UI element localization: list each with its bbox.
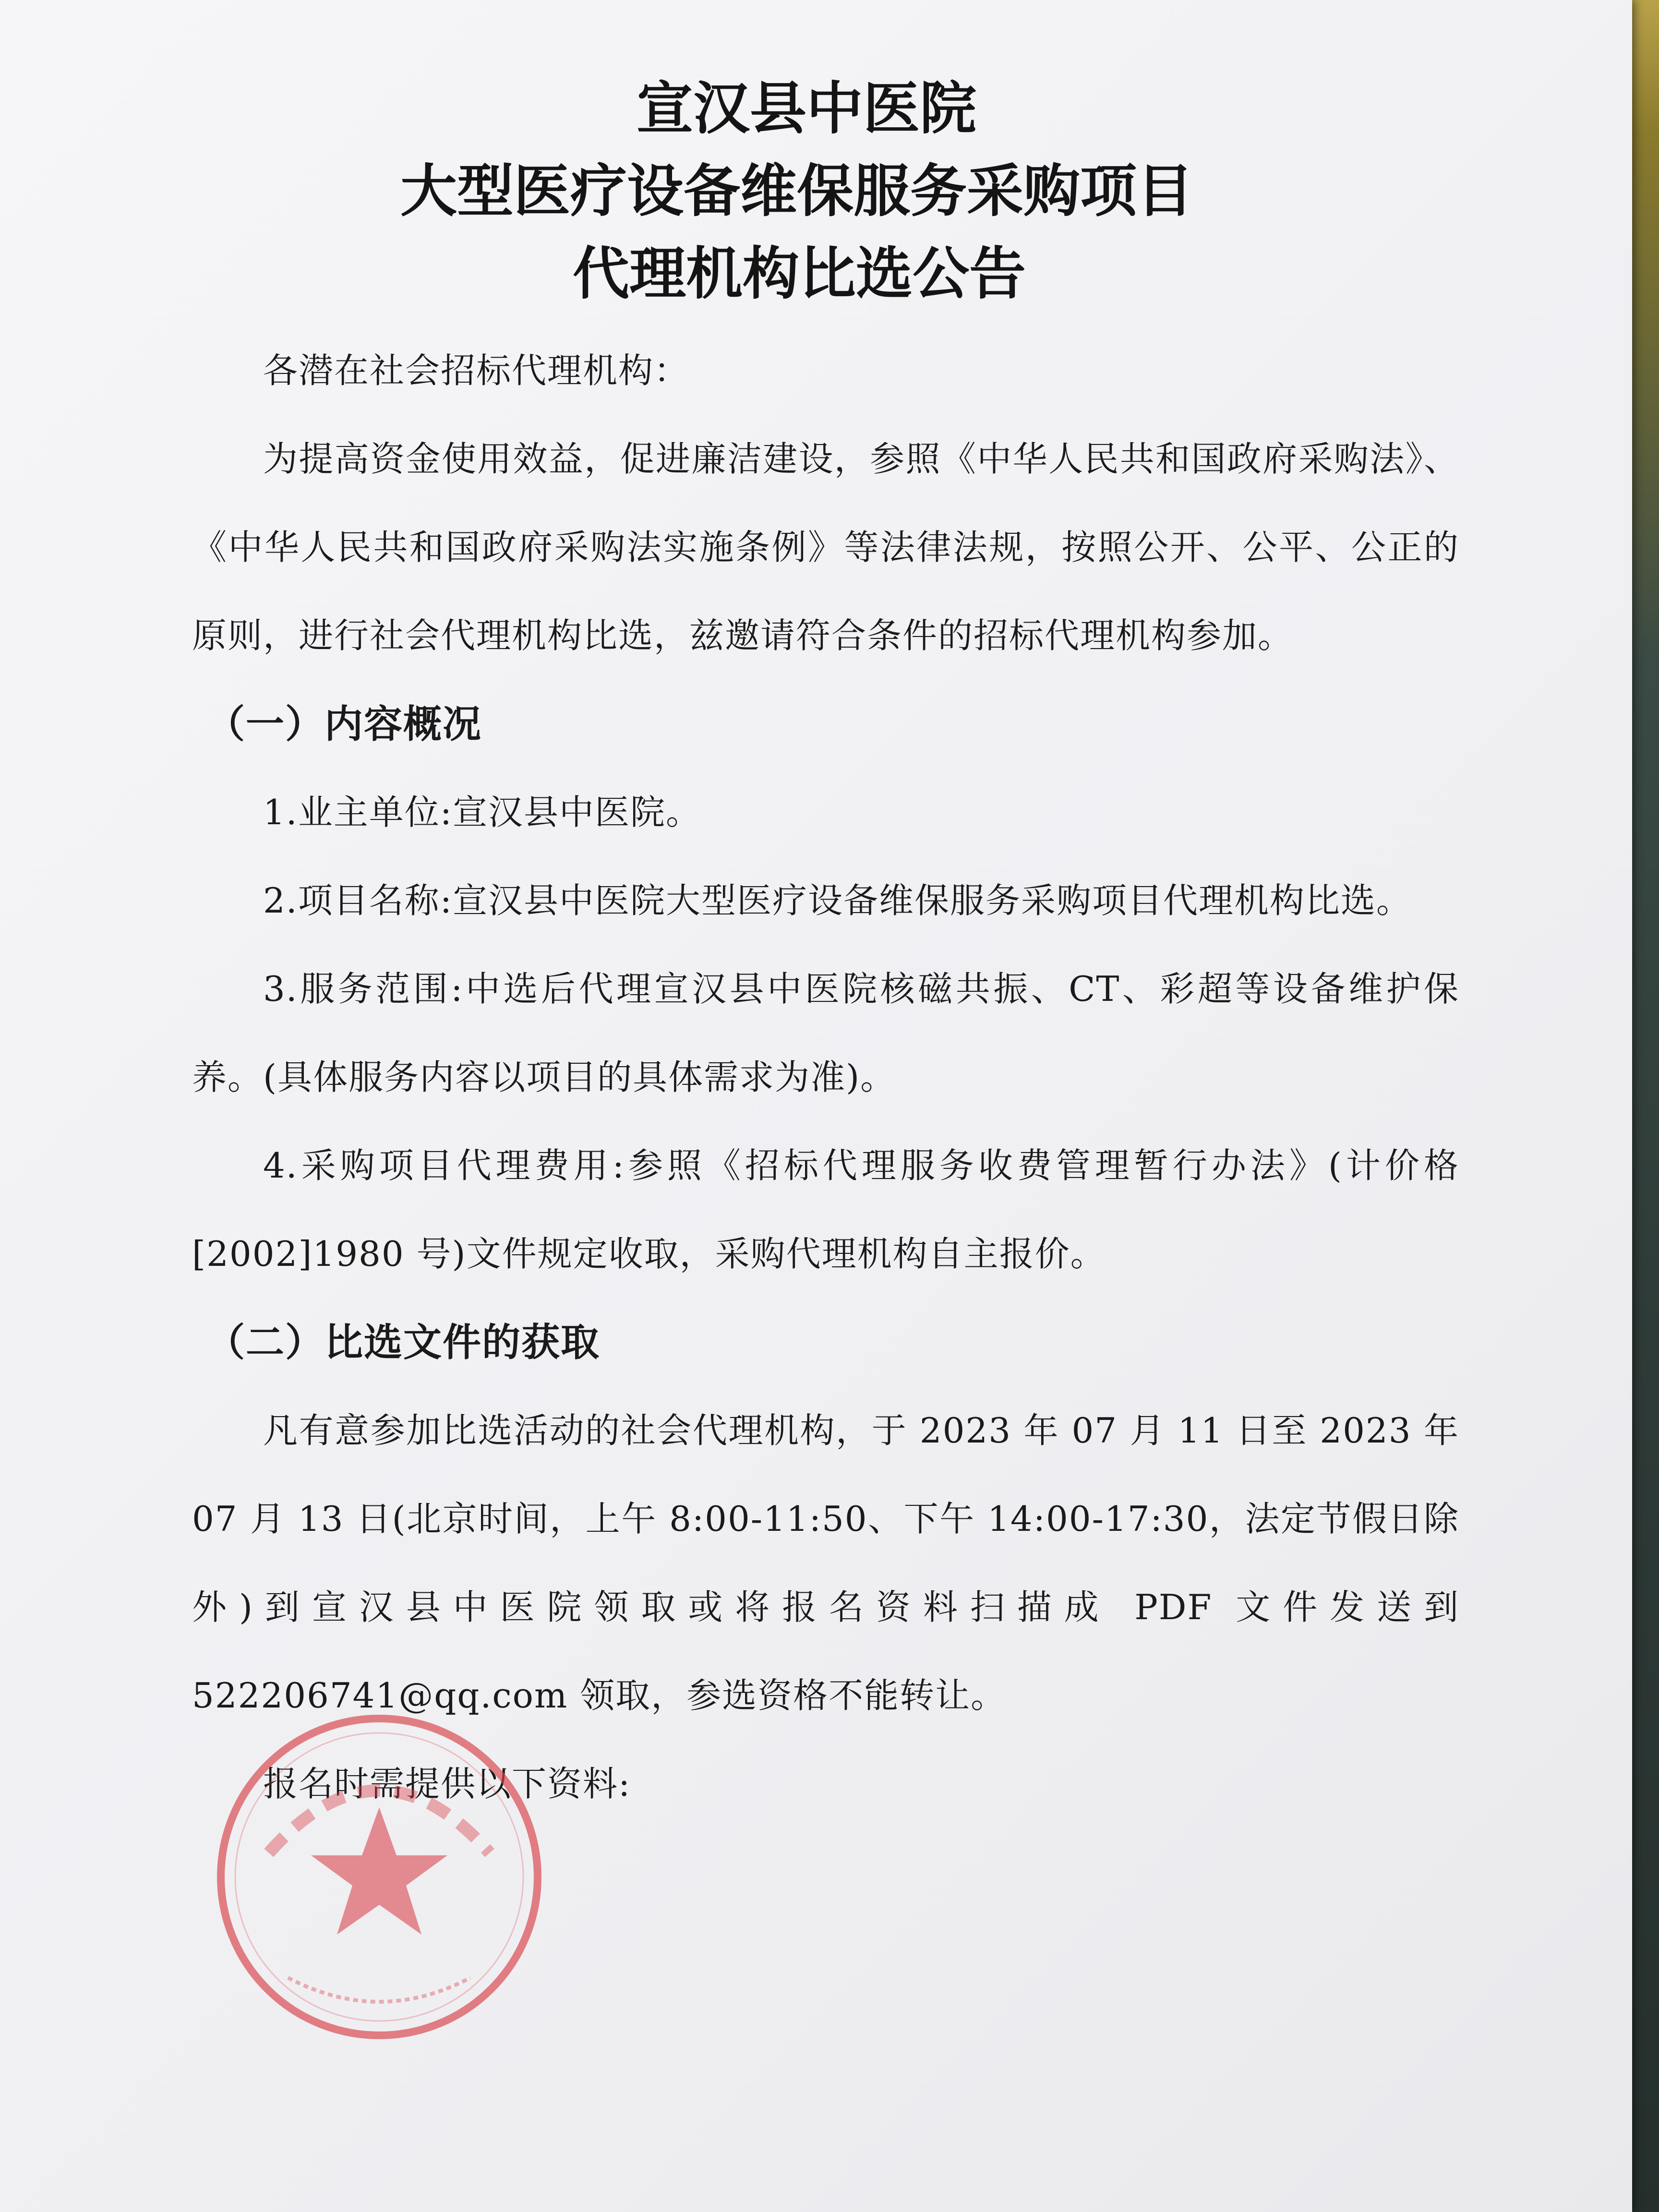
section-2-paragraph: 凡有意参加比选活动的社会代理机构，于 2023 年 07 月 11 日至 2023 年 07 月 13 日(北京时间，上午 8:00-11:50、下午 14:00-17:30，法定节假日除外)到宣汉县中医院领取或将报名资料扫描成 PDF 文件发送到 522206741@qq.com 领取，参选资格不能转让。 bbox=[192, 1410, 1459, 1716]
section-1-heading: （一）内容概况 bbox=[206, 701, 482, 746]
title-line-2: 大型医疗设备维保服务采购项目 bbox=[400, 157, 1193, 224]
section-1-item-4: 4.采购项目代理费用:参照《招标代理服务收费管理暂行办法》(计价格[2002]1980 号)文件规定收取，采购代理机构自主报价。 bbox=[192, 1145, 1459, 1274]
document-title bbox=[0, 67, 1632, 315]
section-2-heading: （二）比选文件的获取 bbox=[206, 1320, 600, 1365]
salutation: 各潜在社会招标代理机构： bbox=[263, 350, 690, 391]
section-1-item-2: 2.项目名称:宣汉县中医院大型医疗设备维保服务采购项目代理机构比选。 bbox=[263, 880, 1412, 921]
section-1-item-1: 1.业主单位:宣汉县中医院。 bbox=[263, 792, 701, 832]
document-body bbox=[192, 326, 1459, 1828]
intro-paragraph: 为提高资金使用效益，促进廉洁建设，参照《中华人民共和国政府采购法》、《中华人民共和国政府采购法实施条例》等法律法规，按照公开、公平、公正的原则，进行社会代理机构比选，兹邀请符合条件的招标代理机构参加。 bbox=[192, 439, 1459, 656]
title-line-1: 宣汉县中医院 bbox=[636, 75, 976, 142]
photo-background bbox=[1630, 0, 1659, 2212]
section-1-item-3: 3.服务范围:中选后代理宣汉县中医院核磁共振、CT、彩超等设备维护保养。(具体服务内容以项目的具体需求为准)。 bbox=[192, 969, 1459, 1097]
title-line-3: 代理机构比选公告 bbox=[572, 240, 1026, 307]
materials-intro: 报名时需提供以下资料: bbox=[263, 1764, 631, 1804]
